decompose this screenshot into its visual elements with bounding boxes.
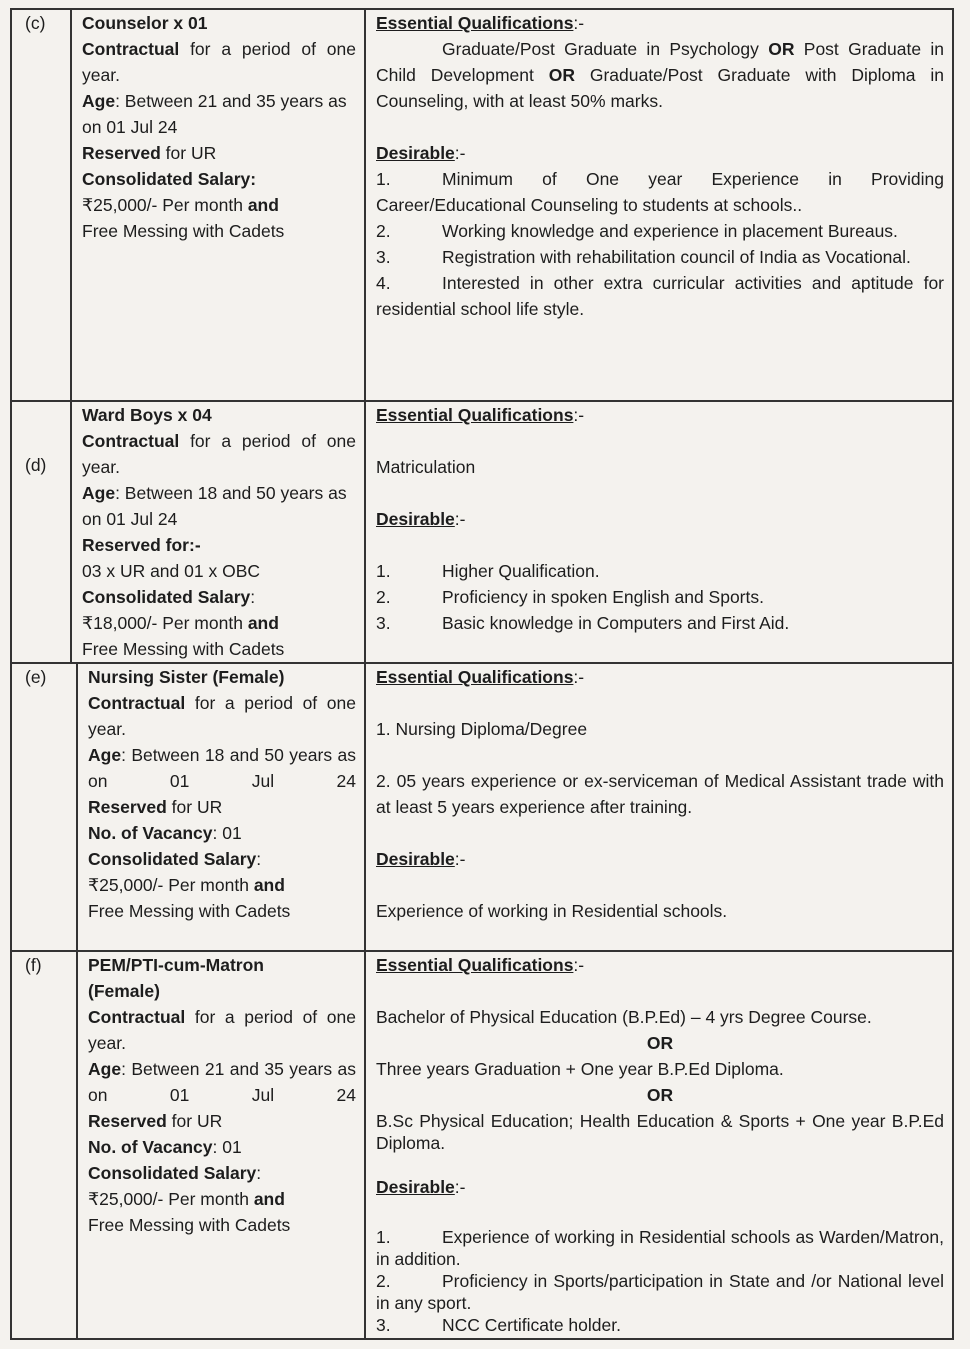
contract-terms: Contractual for a period of one year. bbox=[82, 39, 356, 85]
post-details-cell bbox=[78, 664, 366, 950]
post-title: Ward Boys x 04 bbox=[82, 405, 212, 425]
essential-text: Graduate/Post Graduate in Psychology OR Post Graduate in Child Development OR Graduate/Post Graduate with Diploma in Counseling, with at least 50% marks. bbox=[376, 39, 945, 111]
vacancy-table bbox=[10, 8, 954, 1340]
desirable-text: Experience of working in Residential schools. bbox=[376, 901, 728, 921]
reservation: 03 x UR and 01 x OBC bbox=[82, 561, 260, 581]
essential-heading: Essential Qualifications:- bbox=[376, 13, 585, 33]
age-limit: Age: Between 21 and 35 years as on 01 Jul 24 bbox=[88, 1059, 356, 1105]
qualifications-cell bbox=[366, 10, 952, 400]
salary-label: Consolidated Salary: bbox=[82, 587, 256, 607]
messing: Free Messing with Cadets bbox=[88, 1215, 291, 1235]
qualifications-cell bbox=[366, 664, 952, 950]
contract-terms: Contractual for a period of one year. bbox=[88, 693, 356, 739]
essential-heading: Essential Qualifications:- bbox=[376, 667, 585, 687]
salary-label: Consolidated Salary: bbox=[88, 1163, 262, 1183]
qualifications-cell bbox=[366, 952, 952, 1338]
age-limit: Age: Between 18 and 50 years as on 01 Jul 24 bbox=[82, 483, 347, 529]
serial-cell bbox=[12, 664, 78, 950]
desirable-heading: Desirable:- bbox=[376, 509, 466, 529]
messing: Free Messing with Cadets bbox=[88, 901, 291, 921]
degree-option: Three years Graduation + One year B.P.Ed Diploma. bbox=[376, 1059, 784, 1079]
contract-terms: Contractual for a period of one year. bbox=[88, 1007, 356, 1053]
post-title: PEM/PTI-cum-Matron bbox=[88, 955, 264, 975]
serial-cell bbox=[12, 402, 72, 662]
serial-number: (f) bbox=[25, 955, 42, 975]
reservation-label: Reserved for:- bbox=[82, 535, 201, 555]
contract-terms: Contractual for a period of one year. bbox=[82, 431, 356, 477]
list-item: 1. Experience of working in Residential schools as Warden/Matron, in addition. bbox=[376, 1227, 944, 1269]
serial-cell bbox=[12, 10, 72, 400]
age-limit: Age: Between 21 and 35 years as on 01 Jul 24 bbox=[82, 91, 347, 137]
list-item: 4. Interested in other extra curricular activities and aptitude for residential school life style. bbox=[376, 273, 944, 319]
table-row-e bbox=[12, 662, 952, 950]
vacancy: No. of Vacancy: 01 bbox=[88, 1137, 242, 1157]
post-details-cell bbox=[78, 952, 366, 1338]
essential-text: Matriculation bbox=[376, 457, 476, 477]
list-item: 2. 05 years experience or ex-serviceman of Medical Assistant trade with at least 5 years experience after training. bbox=[376, 771, 944, 817]
essential-heading: Essential Qualifications:- bbox=[376, 405, 585, 425]
table-row-c bbox=[12, 8, 952, 400]
reservation: Reserved for UR bbox=[88, 1111, 223, 1131]
post-title: Counselor x 01 bbox=[82, 13, 208, 33]
list-item: 2. Proficiency in Sports/participation in State and /or National level in any sport. bbox=[376, 1271, 944, 1313]
or-separator: OR bbox=[646, 1085, 674, 1105]
serial-cell bbox=[12, 952, 78, 1338]
messing: Free Messing with Cadets bbox=[82, 639, 285, 659]
list-item: 2. Proficiency in spoken English and Sports. bbox=[376, 587, 764, 607]
salary-label: Consolidated Salary: bbox=[82, 169, 257, 189]
table-row-f bbox=[12, 950, 952, 1340]
post-details-cell bbox=[72, 402, 366, 662]
reservation: Reserved for UR bbox=[88, 797, 223, 817]
reservation: Reserved for UR bbox=[82, 143, 217, 163]
list-item: 2. Working knowledge and experience in placement Bureaus. bbox=[376, 221, 898, 241]
post-title-suffix: (Female) bbox=[88, 981, 160, 1001]
serial-number: (e) bbox=[25, 667, 47, 687]
salary-label: Consolidated Salary: bbox=[88, 849, 262, 869]
list-item: 3. Basic knowledge in Computers and First Aid. bbox=[376, 613, 790, 633]
desirable-heading: Desirable:- bbox=[376, 849, 466, 869]
salary-value: ₹25,000/- Per month and bbox=[88, 1189, 285, 1209]
degree-option: B.Sc Physical Education; Health Education & Sports + One year B.P.Ed Diploma. bbox=[376, 1111, 944, 1153]
desirable-heading: Desirable:- bbox=[376, 1177, 466, 1197]
or-keyword: OR bbox=[548, 65, 575, 85]
table-row-d bbox=[12, 400, 952, 662]
list-item: 1. Higher Qualification. bbox=[376, 561, 600, 581]
qualifications-cell bbox=[366, 402, 952, 662]
list-item: 3. NCC Certificate holder. bbox=[376, 1315, 621, 1335]
salary-value: ₹25,000/- Per month and bbox=[82, 195, 279, 215]
or-separator: OR bbox=[646, 1033, 674, 1053]
degree-option: Bachelor of Physical Education (B.P.Ed) – 4 yrs Degree Course. bbox=[376, 1007, 872, 1027]
post-title: Nursing Sister (Female) bbox=[88, 667, 285, 687]
vacancy: No. of Vacancy: 01 bbox=[88, 823, 242, 843]
desirable-heading: Desirable:- bbox=[376, 143, 466, 163]
desirable-list bbox=[376, 166, 944, 322]
salary-value: ₹25,000/- Per month and bbox=[88, 875, 285, 895]
messing: Free Messing with Cadets bbox=[82, 221, 285, 241]
salary-value: ₹18,000/- Per month and bbox=[82, 613, 279, 633]
or-keyword: OR bbox=[768, 39, 795, 59]
age-limit: Age: Between 18 and 50 years as on 01 Jul 24 bbox=[88, 745, 356, 791]
essential-heading: Essential Qualifications:- bbox=[376, 955, 585, 975]
post-details-cell bbox=[72, 10, 366, 400]
serial-number: (c) bbox=[25, 13, 46, 33]
list-item: 1. Minimum of One year Experience in Providing Career/Educational Counseling to students at schools.. bbox=[376, 169, 944, 215]
list-item: 3. Registration with rehabilitation council of India as Vocational. bbox=[376, 247, 911, 267]
list-item: 1. Nursing Diploma/Degree bbox=[376, 719, 588, 739]
serial-number: (d) bbox=[25, 455, 47, 475]
